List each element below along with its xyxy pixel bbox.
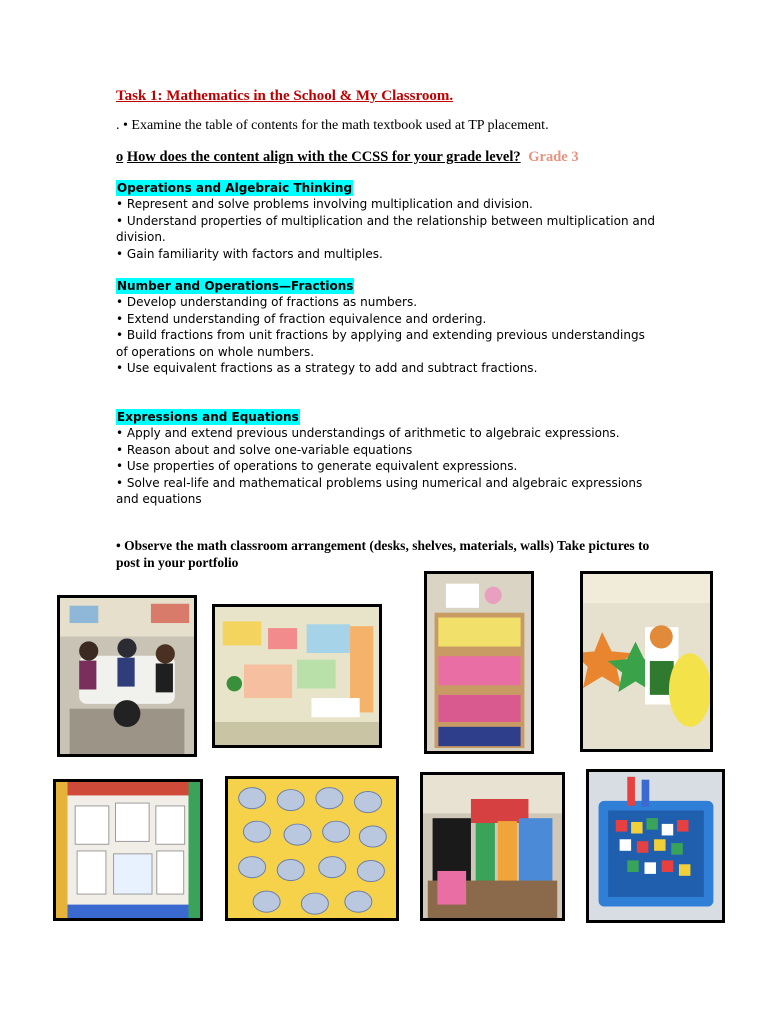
classroom-desks-photo [57, 595, 197, 757]
question-prefix: o [116, 149, 124, 165]
examine-text: Examine the table of contents for the math textbook used at TP placement. [131, 118, 549, 133]
examine-prefix: . • [116, 118, 128, 133]
standard-line: • Reason about and solve one-variable equations [116, 442, 413, 457]
bee-cutouts-wall-photo [225, 776, 399, 921]
standard-line: • Gain familiarity with factors and multiples. [116, 246, 383, 261]
standard-line: • Develop understanding of fractions as numbers. [116, 295, 418, 310]
task-title: Task 1: Mathematics in the School & My Classroom. [116, 88, 454, 104]
grade-level: Grade 3 [528, 149, 579, 165]
observe-instruction: • Observe the math classroom arrangement (desks, shelves, materials, walls) Take pictures to post in your portfolio [116, 538, 650, 570]
standard-line: • Extend understanding of fraction equivalence and ordering. [116, 311, 487, 326]
math-cubes-basket-photo [586, 769, 725, 923]
classroom-decorations-photo [580, 571, 713, 752]
standard-line: • Apply and extend previous understandings of arithmetic to algebraic expressions. [116, 426, 620, 441]
section-operations-algebraic [116, 180, 656, 262]
ccss-question [116, 149, 579, 166]
standard-line: • Solve real-life and mathematical problems using numerical and algebraic expressions and equations [116, 475, 643, 507]
examine-instruction [116, 118, 549, 134]
classroom-wall-photo [212, 604, 382, 748]
book-bins-photo [420, 772, 565, 921]
section-heading: Operations and Algebraic Thinking [117, 181, 353, 195]
question-text: How does the content align with the CCSS for your grade level? [126, 149, 521, 165]
section-expressions-equations [116, 409, 656, 507]
standard-line: • Understand properties of multiplication and the relationship between multiplication and division. [116, 213, 655, 245]
classroom-shelves-photo [424, 571, 534, 754]
standard-line: • Use equivalent fractions as a strategy to add and subtract fractions. [116, 361, 538, 376]
section-heading: Expressions and Equations [117, 410, 299, 424]
standard-line: • Use properties of operations to generate equivalent expressions. [116, 459, 518, 474]
section-heading: Number and Operations—Fractions [117, 279, 354, 293]
section-number-fractions [116, 278, 656, 376]
standard-line: • Represent and solve problems involving multiplication and division. [116, 197, 533, 212]
student-work-board-photo [53, 779, 203, 921]
standard-line: • Build fractions from unit fractions by applying and extending previous understandings of operations on whole numbers. [116, 328, 645, 359]
